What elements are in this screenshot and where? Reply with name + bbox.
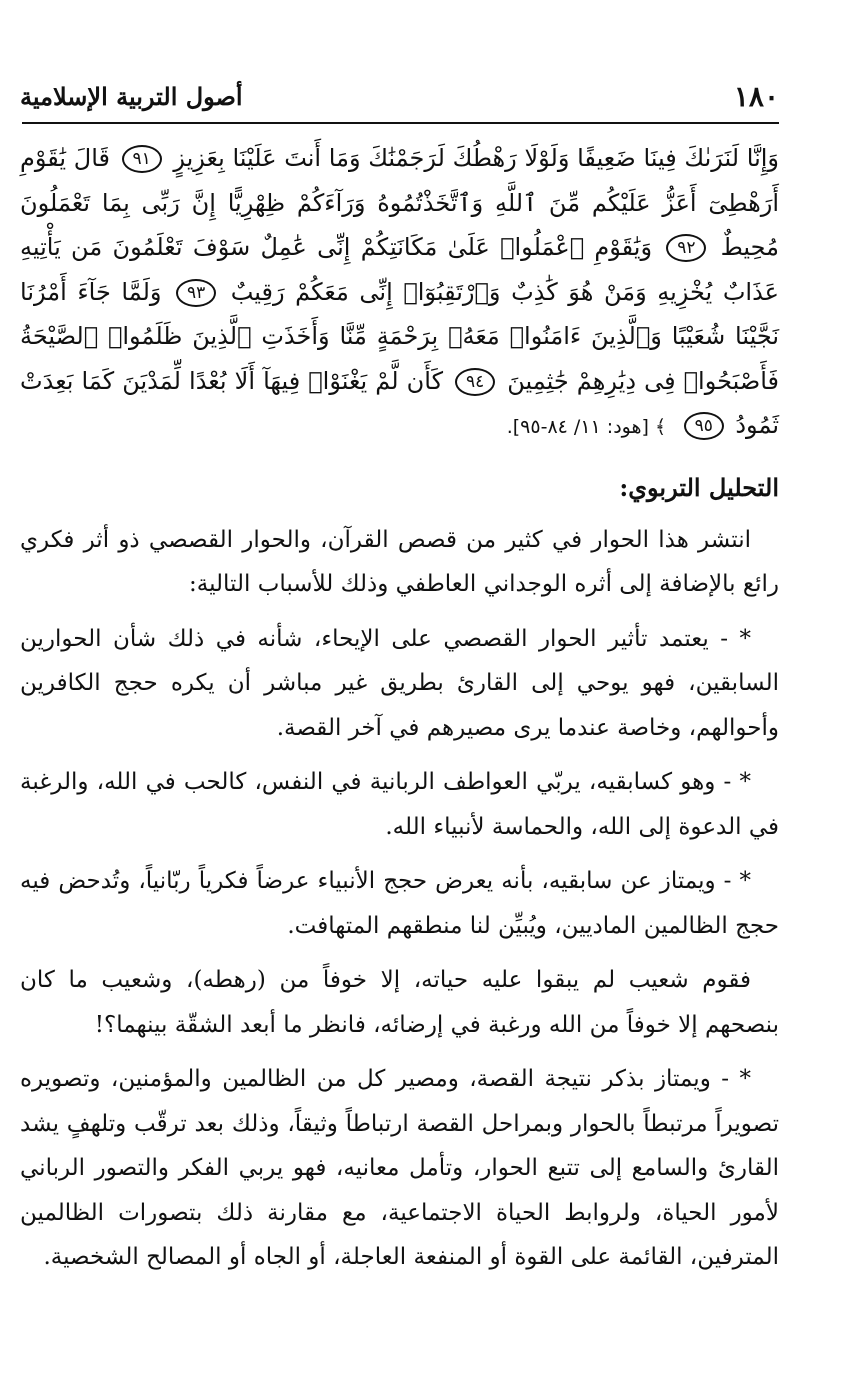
quran-reference: ﴾ [هود: ١١/ ٨٤-٩٥].	[506, 416, 667, 438]
quran-verse-text: وَإِنَّا لَنَرَىٰكَ فِينَا ضَعِيفًا وَلَوْلَا رَهْطُكَ لَرَجَمْنَٰكَ وَمَا أَنتَ عَلَيْنَا بِعَزِيزٍ	[173, 144, 780, 172]
quran-verse-text: وَيَٰقَوْمِ ٱعْمَلُوا۟ عَلَىٰ مَكَانَتِكُمْ إِنِّى عَٰمِلٌ سَوْفَ تَعْلَمُونَ مَن يَأْتِيهِ عَذَابٌ يُخْزِيهِ وَمَنْ هُوَ كَٰذِبٌ وَٱرْتَقِبُوٓا۟ إِنِّى مَعَكُمْ رَقِيبٌ	[20, 233, 779, 306]
ayah-number-marker: ٩٣	[176, 279, 216, 307]
ayah-number-marker: ٩٥	[684, 412, 724, 440]
section-heading: التحليل التربوي:	[619, 472, 779, 502]
paragraph: فقوم شعيب لم يبقوا عليه حياته، إلا خوفاً من (رهطه)، وشعيب ما كان بنصحهم إلا خوفاً من الله ورغبة في إرضائه، فانظر ما أبعد الشقّة بينهما؟!	[20, 967, 779, 1038]
page-body	[20, 136, 779, 1290]
quran-passage	[20, 136, 779, 450]
bullet-paragraph: * - ويمتاز عن سابقيه، بأنه يعرض حجج الأنبياء عرضاً فكرياً ربّانياً، وتُدحض فيه حجج الظالمين الماديين، ويُبيِّن لنا منطقهم المتهافت.	[20, 868, 779, 939]
page-header	[20, 80, 779, 120]
quran-verse-text: قَالَ يَٰقَوْمِ أَرَهْطِىٓ أَعَزُّ عَلَيْكُم مِّنَ ٱللَّهِ وَٱتَّخَذْتُمُوهُ وَرَآءَكُمْ ظِهْرِيًّا إِنَّ رَبِّى بِمَا تَعْمَلُونَ مُحِيطٌ	[20, 144, 779, 261]
running-title: أصول التربية الإسلامية	[20, 82, 243, 111]
ayah-number-marker: ٩١	[122, 145, 162, 173]
quran-verse-text: كَأَن لَّمْ يَغْنَوْا۟ فِيهَآ أَلَا بُعْدًا لِّمَدْيَنَ كَمَا بَعِدَتْ ثَمُودُ	[20, 366, 779, 439]
page-number: ١٨٠	[733, 80, 779, 113]
bullet-paragraph: * - وهو كسابقيه، يربّي العواطف الربانية في النفس، كالحب في الله، والرغبة في الدعوة إلى الله، والحماسة لأنبياء الله.	[20, 769, 779, 840]
header-divider	[22, 122, 779, 124]
bullet-paragraph: * - يعتمد تأثير الحوار القصصي على الإيحاء، شأنه في ذلك شأن الحوارين السابقين، فهو يوحي إلى القارئ بطريق غير مباشر أن يكره حجج الكافرين وأحوالهم، وخاصة عندما يرى مصيرهم في آخر القصة.	[20, 625, 779, 741]
ayah-number-marker: ٩٤	[455, 368, 495, 396]
quran-verse-text: وَلَمَّا جَآءَ أَمْرُنَا نَجَّيْنَا شُعَيْبًا وَٱلَّذِينَ ءَامَنُوا۟ مَعَهُۥ بِرَحْمَةٍ مِّنَّا وَأَخَذَتِ ٱلَّذِينَ ظَلَمُوا۟ ٱلصَّيْحَةُ فَأَصْبَحُوا۟ فِى دِيَٰرِهِمْ جَٰثِمِينَ	[20, 277, 780, 395]
paragraph: انتشر هذا الحوار في كثير من قصص القرآن، والحوار القصصي ذو أثر فكري رائع بالإضافة إلى أثره الوجداني العاطفي وذلك للأسباب التالية:	[20, 526, 779, 597]
bullet-paragraph: * - ويمتاز بذكر نتيجة القصة، ومصير كل من الظالمين والمؤمنين، وتصويره تصويراً مرتبطاً بالحوار وبمراحل القصة ارتباطاً وثيقاً، وذلك بعد ترقّب وتلهفٍ يشد القارئ والسامع إلى تتبع الحوار، وتأمل معانيه، فهو يربي الفكر والتصور الرباني لأمور الحياة، ولروابط الحياة الاجتماعية، مع مقارنة ذلك بتصورات الظالمين المترفين، القائمة على القوة أو المنفعة العاجلة، أو الجاه أو المصالح الشخصية.	[20, 1066, 779, 1270]
ayah-number-marker: ٩٢	[666, 234, 706, 262]
